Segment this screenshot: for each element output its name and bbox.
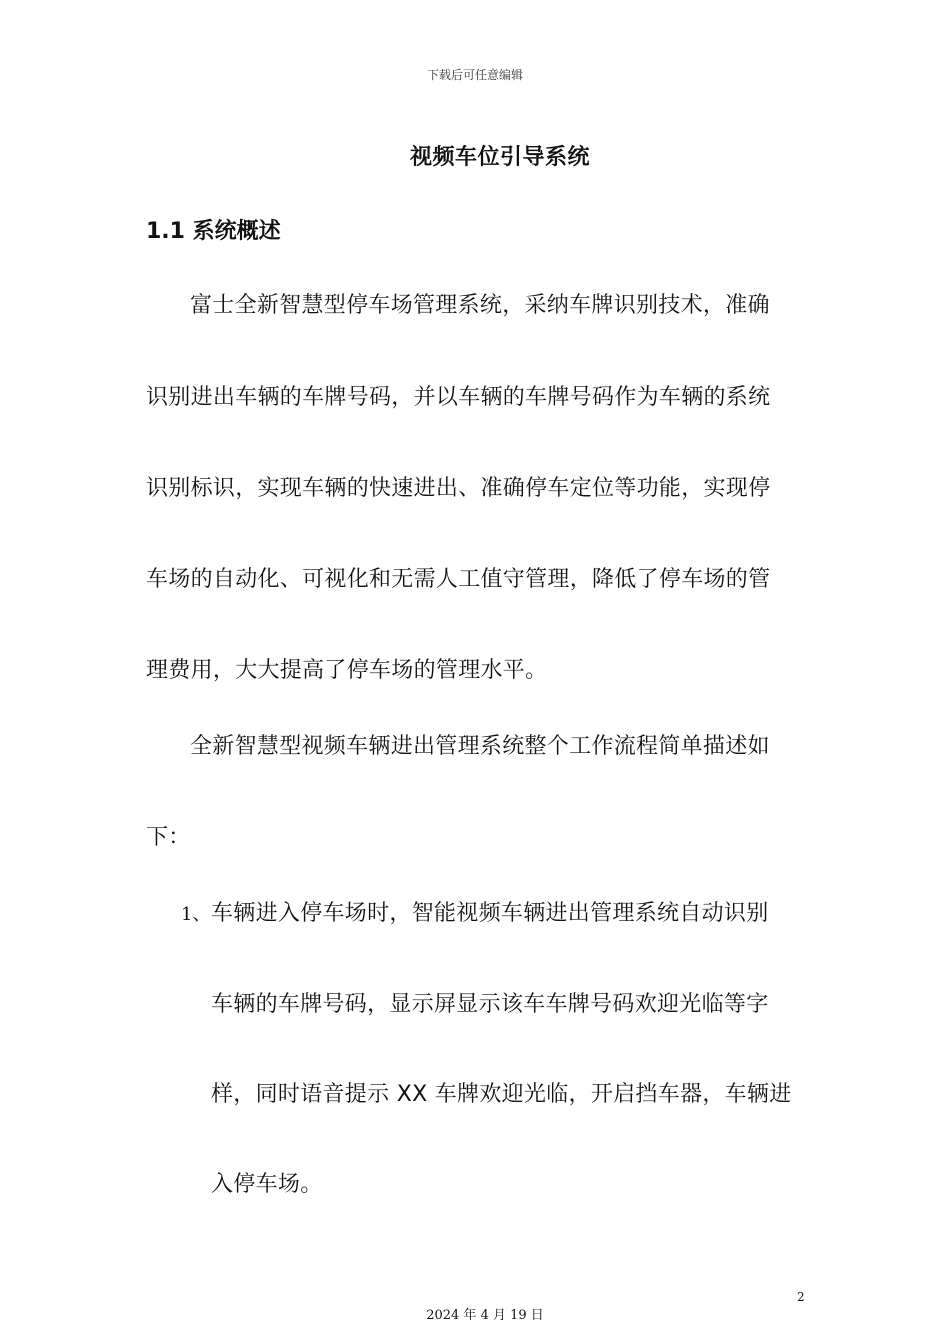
list-item-line-3: 样，同时语音提示 XX 车牌欢迎光临，开启挡车器，车辆进 — [211, 1082, 792, 1107]
list-item-number: 1、 — [181, 904, 211, 925]
footer-date: 2024 年 4 月 19 日 — [426, 1308, 544, 1323]
paragraph-2-line-2: 下： — [146, 825, 191, 850]
paragraph-2-line-1: 全新智慧型视频车辆进出管理系统整个工作流程简单描述如 — [190, 734, 770, 759]
list-item-line-4: 入停车场。 — [211, 1172, 323, 1197]
paragraph-1-line-4: 车场的自动化、可视化和无需人工值守管理，降低了停车场的管 — [146, 567, 771, 592]
list-item-line-1: 车辆进入停车场时，智能视频车辆进出管理系统自动识别 — [211, 901, 769, 926]
paragraph-1-line-3: 识别标识，实现车辆的快速进出、准确停车定位等功能，实现停 — [146, 476, 771, 501]
paragraph-1-line-5: 理费用，大大提高了停车场的管理水平。 — [146, 658, 548, 683]
header-note: 下载后可任意编辑 — [426, 68, 523, 82]
paragraph-1-line-2: 识别进出车辆的车牌号码，并以车辆的车牌号码作为车辆的系统 — [146, 385, 771, 410]
paragraph-1-line-1: 富士全新智慧型停车场管理系统，采纳车牌识别技术，准确 — [190, 293, 770, 318]
document-title: 视频车位引导系统 — [409, 145, 590, 170]
list-item-line-2: 车辆的车牌号码，显示屏显示该车车牌号码欢迎光临等字 — [211, 992, 769, 1017]
page-number: 2 — [797, 1290, 805, 1304]
section-heading: 1.1 系统概述 — [146, 219, 281, 244]
